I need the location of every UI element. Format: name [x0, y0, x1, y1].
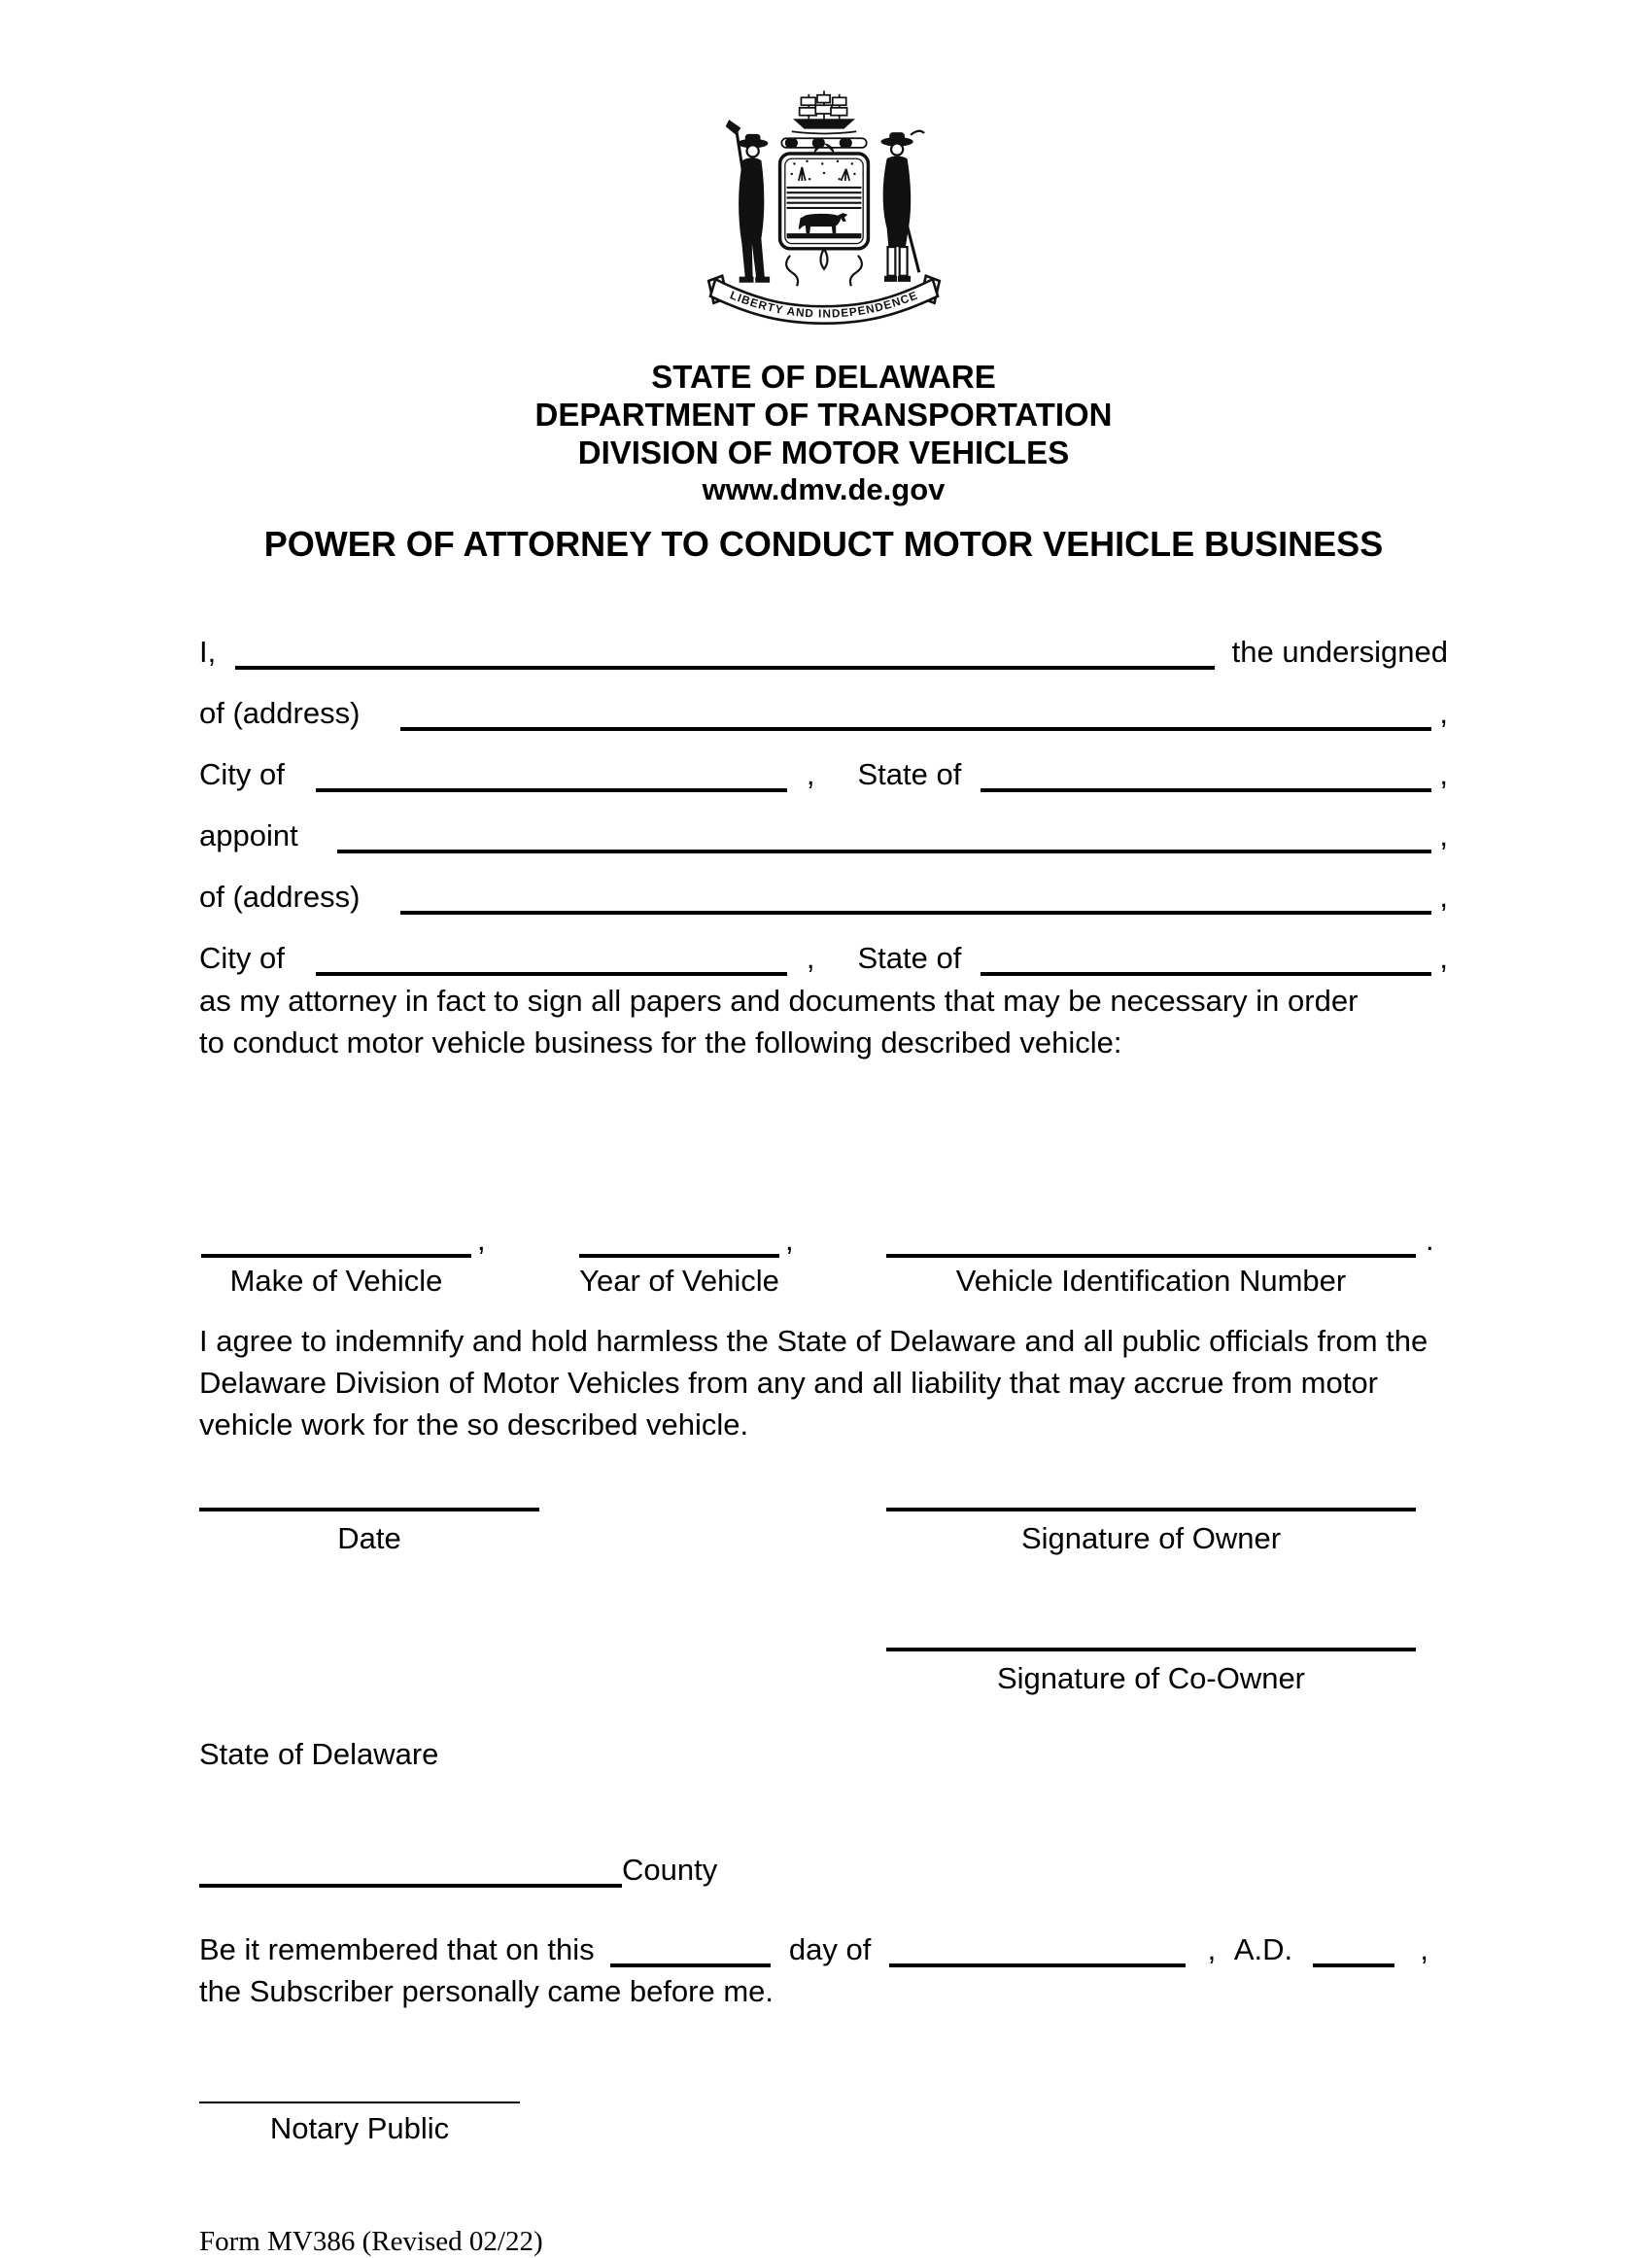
notary-public-label: Notary Public — [269, 2111, 450, 2145]
form-number: Form MV386 (Revised 02/22) — [199, 2226, 543, 2257]
county-row — [199, 1854, 1448, 1886]
state-seal-icon — [697, 86, 951, 349]
principal-name-field[interactable] — [235, 665, 1214, 670]
vehicle-vin-field[interactable] — [886, 1254, 1416, 1258]
comma: , — [1439, 696, 1448, 730]
agent-address-row — [199, 881, 1448, 913]
seal-farmer — [725, 120, 769, 283]
address-label: of (address) — [199, 696, 361, 730]
owner-signature-field[interactable] — [886, 1508, 1416, 1511]
comma: , — [785, 1223, 794, 1257]
acknowledgment-block — [199, 1928, 1448, 2012]
i-label: I, — [199, 635, 217, 669]
header-department: DEPARTMENT OF TRANSPORTATION — [534, 397, 1113, 433]
seal-torse — [781, 138, 866, 148]
comma: , — [477, 1223, 486, 1257]
date-field[interactable] — [199, 1508, 539, 1511]
document-page — [0, 86, 1652, 2257]
date-signature-section — [199, 1508, 1448, 1624]
vin-label: Vehicle Identification Number — [955, 1264, 1347, 1298]
principal-name-row — [199, 636, 1448, 668]
month-field[interactable] — [889, 1963, 1186, 1967]
principal-city-state-row — [199, 758, 1448, 790]
comma: , — [1439, 757, 1448, 791]
county-field[interactable] — [199, 1883, 622, 1888]
address-label: of (address) — [199, 880, 361, 914]
signature-of-co-owner-label: Signature of Co-Owner — [996, 1661, 1306, 1695]
seal-ribbon — [708, 276, 940, 324]
undersigned-label: the undersigned — [1231, 635, 1448, 669]
acknowledgment-line1 — [199, 1928, 1448, 1970]
county-label: County — [622, 1853, 718, 1887]
vehicle-description-space — [199, 1063, 1448, 1207]
delaware-state-seal — [697, 86, 951, 354]
remember-prefix: Be it remembered that on this — [199, 1932, 595, 1966]
day-field[interactable] — [610, 1963, 771, 1967]
date-label: Date — [337, 1521, 401, 1555]
agent-name-field[interactable] — [337, 849, 1432, 853]
attorney-clause: as my attorney in fact to sign all papers and documents that may be necessary in order to conduct motor vehicle business for the following described vehicle: — [199, 984, 1359, 1060]
comma: , — [1439, 880, 1448, 914]
principal-city-field[interactable] — [316, 787, 787, 792]
comma: , — [806, 941, 815, 975]
principal-agent-fields — [199, 636, 1448, 974]
indemnity-clause: I agree to indemnify and hold harmless the State of Delaware and all public officials from the Delaware Division of Motor Vehicles from any and all liability that may accrue from motor vehicle work for the so described vehicle. — [199, 1324, 1428, 1442]
co-owner-signature-field[interactable] — [886, 1648, 1416, 1651]
header-division: DIVISION OF MOTOR VEHICLES — [577, 434, 1070, 470]
city-label: City of — [199, 757, 285, 791]
comma: , — [1439, 818, 1448, 852]
year-of-vehicle-label: Year of Vehicle — [579, 1264, 779, 1298]
principal-state-field[interactable] — [981, 787, 1431, 792]
principal-address-field[interactable] — [400, 726, 1431, 731]
state-label: State of — [857, 941, 962, 975]
comma: , — [1420, 1932, 1429, 1966]
make-of-vehicle-label: Make of Vehicle — [229, 1264, 443, 1298]
state-of-delaware-label: State of Delaware — [199, 1737, 439, 1771]
ad-label: A.D. — [1233, 1932, 1293, 1966]
principal-address-row — [199, 697, 1448, 729]
vehicle-year-field[interactable] — [579, 1254, 779, 1258]
day-of-label: day of — [788, 1932, 872, 1966]
page-title: POWER OF ATTORNEY TO CONDUCT MOTOR VEHICLE BUSINESS — [263, 524, 1384, 564]
seal-rifleman — [880, 131, 924, 282]
signature-of-owner-label: Signature of Owner — [1020, 1521, 1282, 1555]
vehicle-make-field[interactable] — [201, 1254, 471, 1258]
appoint-label: appoint — [199, 818, 298, 852]
vehicle-section — [199, 1207, 1448, 1304]
state-label: State of — [857, 757, 962, 791]
comma: , — [1439, 941, 1448, 975]
acknowledgment-line2: the Subscriber personally came before me. — [199, 1974, 774, 2008]
comma: , — [1207, 1932, 1217, 1966]
agent-state-field[interactable] — [981, 971, 1431, 976]
agent-address-field[interactable] — [400, 910, 1431, 915]
header-state: STATE OF DELAWARE — [651, 359, 996, 395]
seal-scrollwork — [786, 249, 862, 286]
seal-motto: LIBERTY AND INDEPENDENCE — [727, 289, 920, 321]
header-website: www.dmv.de.gov — [702, 472, 946, 506]
agent-city-state-row — [199, 942, 1448, 974]
year-ad-field[interactable] — [1313, 1963, 1394, 1967]
notary-section — [199, 2102, 1448, 2170]
appoint-row — [199, 819, 1448, 851]
city-label: City of — [199, 941, 285, 975]
notary-signature-field[interactable] — [199, 2102, 520, 2103]
co-owner-signature-section — [199, 1648, 1448, 1737]
comma: , — [806, 757, 815, 791]
agency-header — [199, 358, 1448, 507]
seal-ship — [791, 90, 855, 133]
agent-city-field[interactable] — [316, 971, 787, 976]
seal-shield — [779, 154, 868, 249]
period: . — [1426, 1223, 1434, 1257]
